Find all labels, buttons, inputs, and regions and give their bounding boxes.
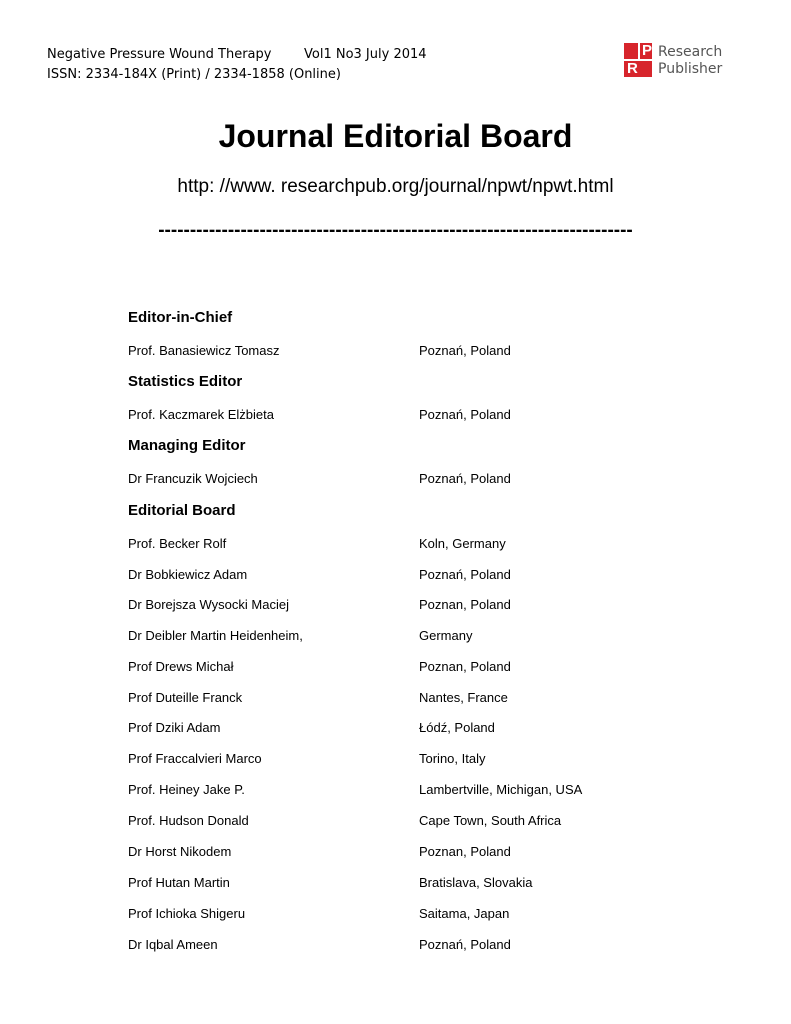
logo-word-research: Research <box>658 44 723 60</box>
member-name: Prof Ichioka Shigeru <box>128 906 246 921</box>
member-location: Nantes, France <box>419 690 508 705</box>
research-publisher-logo <box>623 42 743 80</box>
section-heading-editor-in-chief: Editor-in-Chief <box>128 309 233 326</box>
member-location: Germany <box>419 628 473 643</box>
member-location: Torino, Italy <box>419 751 486 766</box>
member-location: Łódź, Poland <box>419 720 495 735</box>
page-title: Journal Editorial Board <box>218 118 573 154</box>
volume-issue: Vol1 No3 July 2014 <box>304 47 427 62</box>
member-name: Prof. Heiney Jake P. <box>128 782 245 797</box>
member-name: Prof Drews Michał <box>128 659 234 674</box>
member-location: Poznań, Poland <box>419 343 511 358</box>
member-name: Prof. Banasiewicz Tomasz <box>128 343 280 358</box>
section-heading-managing-editor: Managing Editor <box>128 437 246 454</box>
logo-word-publisher: Publisher <box>658 61 723 77</box>
member-location: Saitama, Japan <box>419 906 510 921</box>
member-name: Prof Dziki Adam <box>128 720 221 735</box>
member-location: Bratislava, Slovakia <box>419 875 533 890</box>
member-name: Dr Horst Nikodem <box>128 844 232 859</box>
member-location: Poznań, Poland <box>419 937 511 952</box>
section-heading-editorial-board: Editorial Board <box>128 502 236 519</box>
member-location: Cape Town, South Africa <box>419 813 562 828</box>
member-name: Prof. Hudson Donald <box>128 813 249 828</box>
section-heading-statistics-editor: Statistics Editor <box>128 373 243 390</box>
member-location: Poznan, Poland <box>419 844 511 859</box>
member-name: Prof Hutan Martin <box>128 875 230 890</box>
member-location: Lambertville, Michigan, USA <box>419 782 583 797</box>
logo-mark-icon <box>623 42 653 78</box>
member-name: Dr Deibler Martin Heidenheim, <box>128 628 303 643</box>
member-name: Prof Duteille Franck <box>128 690 243 705</box>
member-name: Dr Iqbal Ameen <box>128 937 218 952</box>
member-name: Prof. Becker Rolf <box>128 536 227 551</box>
member-name: Dr Bobkiewicz Adam <box>128 567 248 582</box>
member-location: Poznan, Poland <box>419 659 511 674</box>
issn-line: ISSN: 2334-184X (Print) / 2334-1858 (Online) <box>47 67 341 82</box>
logo-letter-p: P <box>642 42 653 59</box>
journal-url: http: //www. researchpub.org/journal/npwt/npwt.html <box>177 176 614 197</box>
separator-dashes: --------------------------------------------------------------------------- <box>158 220 633 241</box>
journal-header-line <box>47 47 427 62</box>
journal-name: Negative Pressure Wound Therapy <box>47 47 272 62</box>
member-location: Poznań, Poland <box>419 567 511 582</box>
member-name: Dr Francuzik Wojciech <box>128 471 258 486</box>
member-name: Prof. Kaczmarek Elżbieta <box>128 407 274 422</box>
member-location: Koln, Germany <box>419 536 506 551</box>
member-name: Dr Borejsza Wysocki Maciej <box>128 597 289 612</box>
member-name: Prof Fraccalvieri Marco <box>128 751 262 766</box>
logo-letter-r: R <box>627 60 638 77</box>
member-location: Poznan, Poland <box>419 597 511 612</box>
member-location: Poznań, Poland <box>419 407 511 422</box>
member-location: Poznań, Poland <box>419 471 511 486</box>
